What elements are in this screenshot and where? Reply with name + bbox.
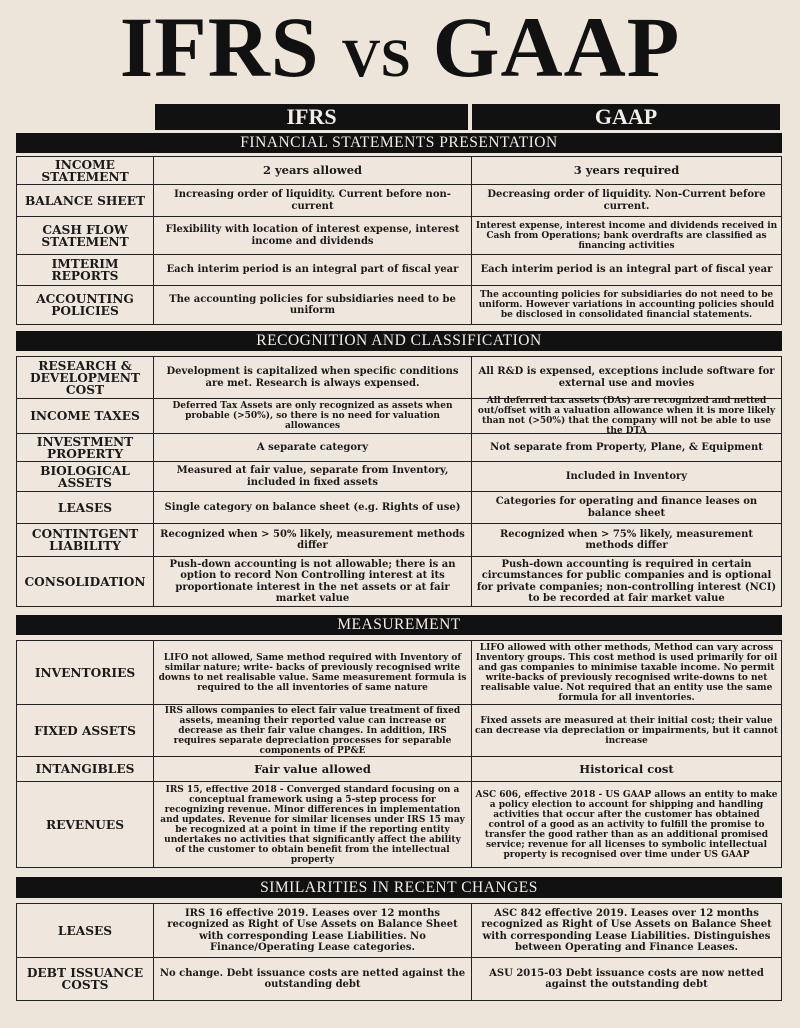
table-row xyxy=(17,641,781,705)
gaap-cell: Included in Inventory xyxy=(565,470,688,482)
gaap-cell: LIFO allowed with other methods, Method can vary across Inventory groups. This cost method is used primarily for oil and gas companies to minimise taxable income. No permit write-backs of previously recognised write-downs to net realisable value. Not required that an entity use the same formula for all inventories. xyxy=(475,642,778,703)
ifrs-cell: Recognized when > 50% likely, measurement methods differ xyxy=(154,524,472,556)
gaap-cell: All R&D is expensed, exceptions include software for external use and movies xyxy=(478,366,775,389)
table-row xyxy=(17,492,781,524)
ifrs-cell: Each interim period is an integral part of fiscal year xyxy=(154,255,472,285)
row-label: RESEARCH & DEVELOPMENT COST xyxy=(17,357,154,398)
row-label: INVESTMENT PROPERTY xyxy=(17,434,154,461)
gaap-cell: Each interim period is an integral part of fiscal year xyxy=(480,264,773,276)
ifrs-cell: The accounting policies for subsidiaries need to be uniform xyxy=(154,286,472,324)
gaap-cell: Recognized when > 75% likely, measurement methods differ xyxy=(499,528,754,551)
ifrs-cell: Development is capitalized when specific conditions are met. Research is always expensed. xyxy=(154,357,472,398)
ifrs-cell: 2 years allowed xyxy=(154,157,472,184)
table-row xyxy=(17,157,781,185)
table-row xyxy=(17,286,781,324)
row-label: INVENTORIES xyxy=(17,641,154,704)
table-row xyxy=(17,217,781,255)
table-row xyxy=(17,462,781,492)
row-label: INCOME TAXES xyxy=(17,399,154,433)
title-vs: VS xyxy=(341,28,411,88)
gaap-cell: All deferred tax assets (DAs) are recognized and netted out/offset with a valuation allowance when it is more likely than not (>50%) that the company will not be able to use the DTA xyxy=(477,396,776,436)
table-recognition xyxy=(16,356,782,607)
ifrs-cell: IRS 15, effective 2018 - Converged standard focusing on a conceptual framework using a 5-step process for recognizing revenue. Minor differences in implementation and updates. Revenue for similar licenses under IRS 15 may be recognized at a point in time if the reporting entity undertakes no activities that significantly affect the ability of the customer to obtain benefit from the intellectual property xyxy=(154,782,472,867)
table-row xyxy=(17,357,781,399)
ifrs-cell: Increasing order of liquidity. Current before non-current xyxy=(154,185,472,216)
ifrs-cell: IRS allows companies to elect fair value treatment of fixed assets, meaning their reported value can increase or decrease as their fair value changes. In addition, IRS requires separate depreciation processes for separable components of PP&E xyxy=(154,705,472,756)
table-financial-statements xyxy=(16,156,782,325)
gaap-cell: ASU 2015-03 Debt issuance costs are now netted against the outstanding debt xyxy=(489,967,764,990)
row-label: INCOME STATEMENT xyxy=(17,157,154,184)
gaap-cell: ASC 842 effective 2019. Leases over 12 months recognized as Right of Use Assets on Balance Sheet with corresponding Lease Liabilities. Distinguishes between Operating and Finance Leases. xyxy=(481,907,772,953)
table-row xyxy=(17,904,781,958)
row-label: CASH FLOW STATEMENT xyxy=(17,217,154,254)
section-heading-measurement: MEASUREMENT xyxy=(16,615,782,635)
section-heading-recognition: RECOGNITION AND CLASSIFICATION xyxy=(16,331,782,351)
title-gaap: GAAP xyxy=(432,0,681,95)
table-row xyxy=(17,557,781,606)
table-row xyxy=(17,434,781,462)
title-ifrs: IFRS xyxy=(119,0,320,95)
row-label: BALANCE SHEET xyxy=(17,185,154,216)
table-similarities xyxy=(16,903,782,1001)
gaap-cell: 3 years required xyxy=(573,163,680,178)
row-label: IMTERIM REPORTS xyxy=(17,255,154,285)
ifrs-cell: Single category on balance sheet (e.g. Rights of use) xyxy=(154,492,472,523)
row-label: FIXED ASSETS xyxy=(17,705,154,756)
gaap-cell: Not separate from Property, Plane, & Equipment xyxy=(490,441,763,453)
table-row xyxy=(17,255,781,286)
gaap-cell: Fixed assets are measured at their initial cost; their value can decrease via depreciation or impairments, but it cannot increase xyxy=(475,715,778,746)
table-row xyxy=(17,185,781,217)
gaap-cell: Push-down accounting is required in certain circumstances for public companies and is optional for private companies; non-controlling interest (NCI) to be recorded at fair market value xyxy=(476,558,777,604)
table-row xyxy=(17,524,781,557)
row-label: LEASES xyxy=(17,492,154,523)
gaap-cell: ASC 606, effective 2018 - US GAAP allows an entity to make a policy election to account for shipping and handling activities that occur after the customer has obtained control of a good as an activity to fulfill the promise to transfer the good rather than as an additional promised service; revenue for all licenses to symbolic intellectual property is recognised over time under US GAAP xyxy=(475,789,778,860)
column-header-gaap: GAAP xyxy=(472,104,780,130)
gaap-cell: Decreasing order of liquidity. Non-Current before current. xyxy=(487,189,766,212)
table-row xyxy=(17,782,781,867)
gaap-cell: Interest expense, interest income and dividends received in Cash from Operations; bank overdrafts are classified as financing activities xyxy=(475,220,778,251)
ifrs-cell: LIFO not allowed, Same method required with Inventory of similar nature; write- backs of previously recognised write downs to net realisable value. Same measurement formula is required to the all inventories of same nature xyxy=(154,641,472,704)
ifrs-cell: Deferred Tax Assets are only recognized as assets when probable (>50%), so there is no need for valuation allowances xyxy=(154,399,472,433)
table-measurement xyxy=(16,640,782,868)
table-row xyxy=(17,705,781,757)
gaap-cell: Categories for operating and finance leases on balance sheet xyxy=(495,496,758,519)
row-label: ACCOUNTING POLICIES xyxy=(17,286,154,324)
column-header-ifrs: IFRS xyxy=(155,104,468,130)
table-row xyxy=(17,958,781,1000)
gaap-cell: The accounting policies for subsidiaries do not need to be uniform. However variations in accounting policies should be disclosed in consolidated financial statements. xyxy=(478,290,775,320)
row-label: REVENUES xyxy=(17,782,154,867)
page-title xyxy=(0,0,800,95)
ifrs-cell: Push-down accounting is not allowable; there is an option to record Non Controlling interest at its proportionate interest in the net assets or at fair market value xyxy=(154,557,472,606)
row-label: CONSOLIDATION xyxy=(17,557,154,606)
table-row xyxy=(17,757,781,782)
section-heading-similarities: SIMILARITIES IN RECENT CHANGES xyxy=(16,877,782,898)
gaap-cell: Historical cost xyxy=(579,761,674,776)
row-label: LEASES xyxy=(17,904,154,957)
ifrs-cell: A separate category xyxy=(154,434,472,461)
table-row xyxy=(17,396,781,436)
ifrs-cell: Fair value allowed xyxy=(154,757,472,781)
ifrs-cell: Flexibility with location of interest expense, interest income and dividends xyxy=(154,217,472,254)
ifrs-cell: IRS 16 effective 2019. Leases over 12 months recognized as Right of Use Assets on Balance Sheet with corresponding Lease Liabilities. No Finance/Operating Lease categories. xyxy=(154,904,472,957)
ifrs-cell: No change. Debt issuance costs are netted against the outstanding debt xyxy=(154,958,472,1000)
ifrs-cell: Measured at fair value, separate from Inventory, included in fixed assets xyxy=(154,462,472,491)
row-label: DEBT ISSUANCE COSTS xyxy=(17,958,154,1000)
row-label: INTANGIBLES xyxy=(17,757,154,781)
row-label: BIOLOGICAL ASSETS xyxy=(17,462,154,491)
section-heading-financial-statements: FINANCIAL STATEMENTS PRESENTATION xyxy=(16,133,782,153)
row-label: CONTINTGENT LIABILITY xyxy=(17,524,154,556)
